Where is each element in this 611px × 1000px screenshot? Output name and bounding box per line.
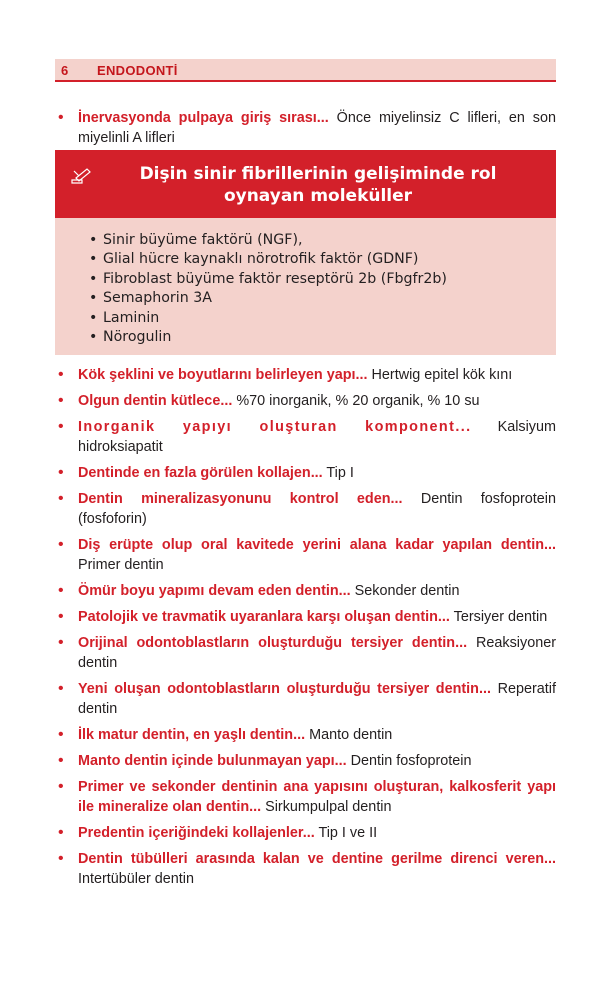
molecule-item: • Laminin [89, 309, 447, 328]
item-answer: Manto dentin [305, 727, 393, 743]
list-item [55, 823, 556, 843]
item-question: Orijinal odontoblastların oluşturduğu tersiyer dentin... [78, 635, 468, 651]
item-question: İnervasyonda pulpaya giriş sırası... [78, 110, 329, 126]
item-answer: %70 inorganik, % 20 organik, % 10 su [232, 393, 480, 409]
intro-list [55, 108, 556, 154]
item-answer: Tersiyer dentin [449, 609, 548, 625]
list-item [55, 391, 556, 411]
list-item [55, 679, 556, 719]
list-item [55, 108, 556, 148]
info-box [55, 150, 556, 355]
pencil-note-icon [70, 167, 92, 185]
item-question: Yeni oluşan odontoblastların oluşturduğu tersiyer dentin... [78, 681, 491, 697]
item-question: Predentin içeriğindeki kollajenler... [78, 825, 315, 841]
item-question: Ömür boyu yapımı devam eden dentin... [78, 583, 351, 599]
chapter-title: ENDODONTİ [97, 63, 178, 78]
item-question: Diş erüpte olup oral kavitede yerini alana kadar yapılan dentin... [78, 537, 556, 553]
item-question: İlk matur dentin, en yaşlı dentin... [78, 727, 306, 743]
item-question: Olgun dentin kütlece... [78, 393, 233, 409]
info-box-header [55, 150, 556, 218]
list-item [55, 463, 556, 483]
molecule-item: • Sinir büyüme faktörü (NGF), [89, 231, 447, 250]
list-item [55, 777, 556, 817]
item-answer: Sirkumpulpal dentin [261, 799, 392, 815]
item-question: Kök şeklini ve boyutlarını belirleyen yapı... [78, 367, 368, 383]
item-answer: Önce miyelinsiz C lifleri, en son miyelinli A lifleri [78, 110, 557, 146]
list-item [55, 417, 556, 457]
item-question: Dentinde en fazla görülen kollajen... [78, 465, 323, 481]
item-answer: Reperatif dentin [78, 681, 556, 717]
list-item [55, 365, 556, 385]
list-item [55, 607, 556, 627]
item-answer: Sekonder dentin [350, 583, 460, 599]
list-item [55, 489, 556, 529]
item-answer: Dentin fosfoprotein [346, 753, 472, 769]
item-question: Manto dentin içinde bulunmayan yapı... [78, 753, 347, 769]
item-question: Patolojik ve travmatik uyaranlara karşı oluşan dentin... [78, 609, 450, 625]
item-answer: Reaksiyoner dentin [78, 635, 557, 671]
item-question: Dentin tübülleri arasında kalan ve dentine gerilme direnci veren... [78, 851, 556, 867]
item-answer: Tip I ve II [314, 825, 378, 841]
molecule-item: • Nörogulin [89, 328, 447, 347]
list-item [55, 751, 556, 771]
item-question: Primer ve sekonder dentinin ana yapısını oluşturan, kalkosferit yapı ile mineralize olan dentin... [78, 779, 556, 815]
item-answer: Kalsiyum hidroksiapatit [78, 419, 556, 455]
molecule-list [89, 231, 447, 347]
item-answer: Tip I [322, 465, 354, 481]
item-question: Dentin mineralizasyonunu kontrol eden... [78, 491, 403, 507]
page-header [55, 59, 556, 82]
molecule-item: • Semaphorin 3A [89, 289, 447, 308]
list-item [55, 633, 556, 673]
molecule-item: • Glial hücre kaynaklı nörotrofik faktör (GDNF) [89, 250, 447, 269]
info-box-title: Dişin sinir fibrillerinin gelişiminde rol oynayan moleküller [139, 164, 497, 206]
item-answer: Hertwig epitel kök kını [367, 367, 513, 383]
list-item [55, 581, 556, 601]
page-number: 6 [61, 63, 69, 78]
item-answer: Primer dentin [78, 557, 164, 573]
list-item [55, 849, 556, 889]
list-item [55, 535, 556, 575]
facts-list [55, 365, 556, 895]
list-item [55, 725, 556, 745]
item-answer: Dentin fosfoprotein (fosfoforin) [78, 491, 556, 527]
info-box-body [55, 218, 556, 355]
molecule-item: • Fibroblast büyüme faktör reseptörü 2b (Fbgfr2b) [89, 270, 447, 289]
item-question: Inorganik yapıyı oluşturan komponent... [78, 419, 472, 435]
item-answer: Intertübüler dentin [78, 871, 195, 887]
